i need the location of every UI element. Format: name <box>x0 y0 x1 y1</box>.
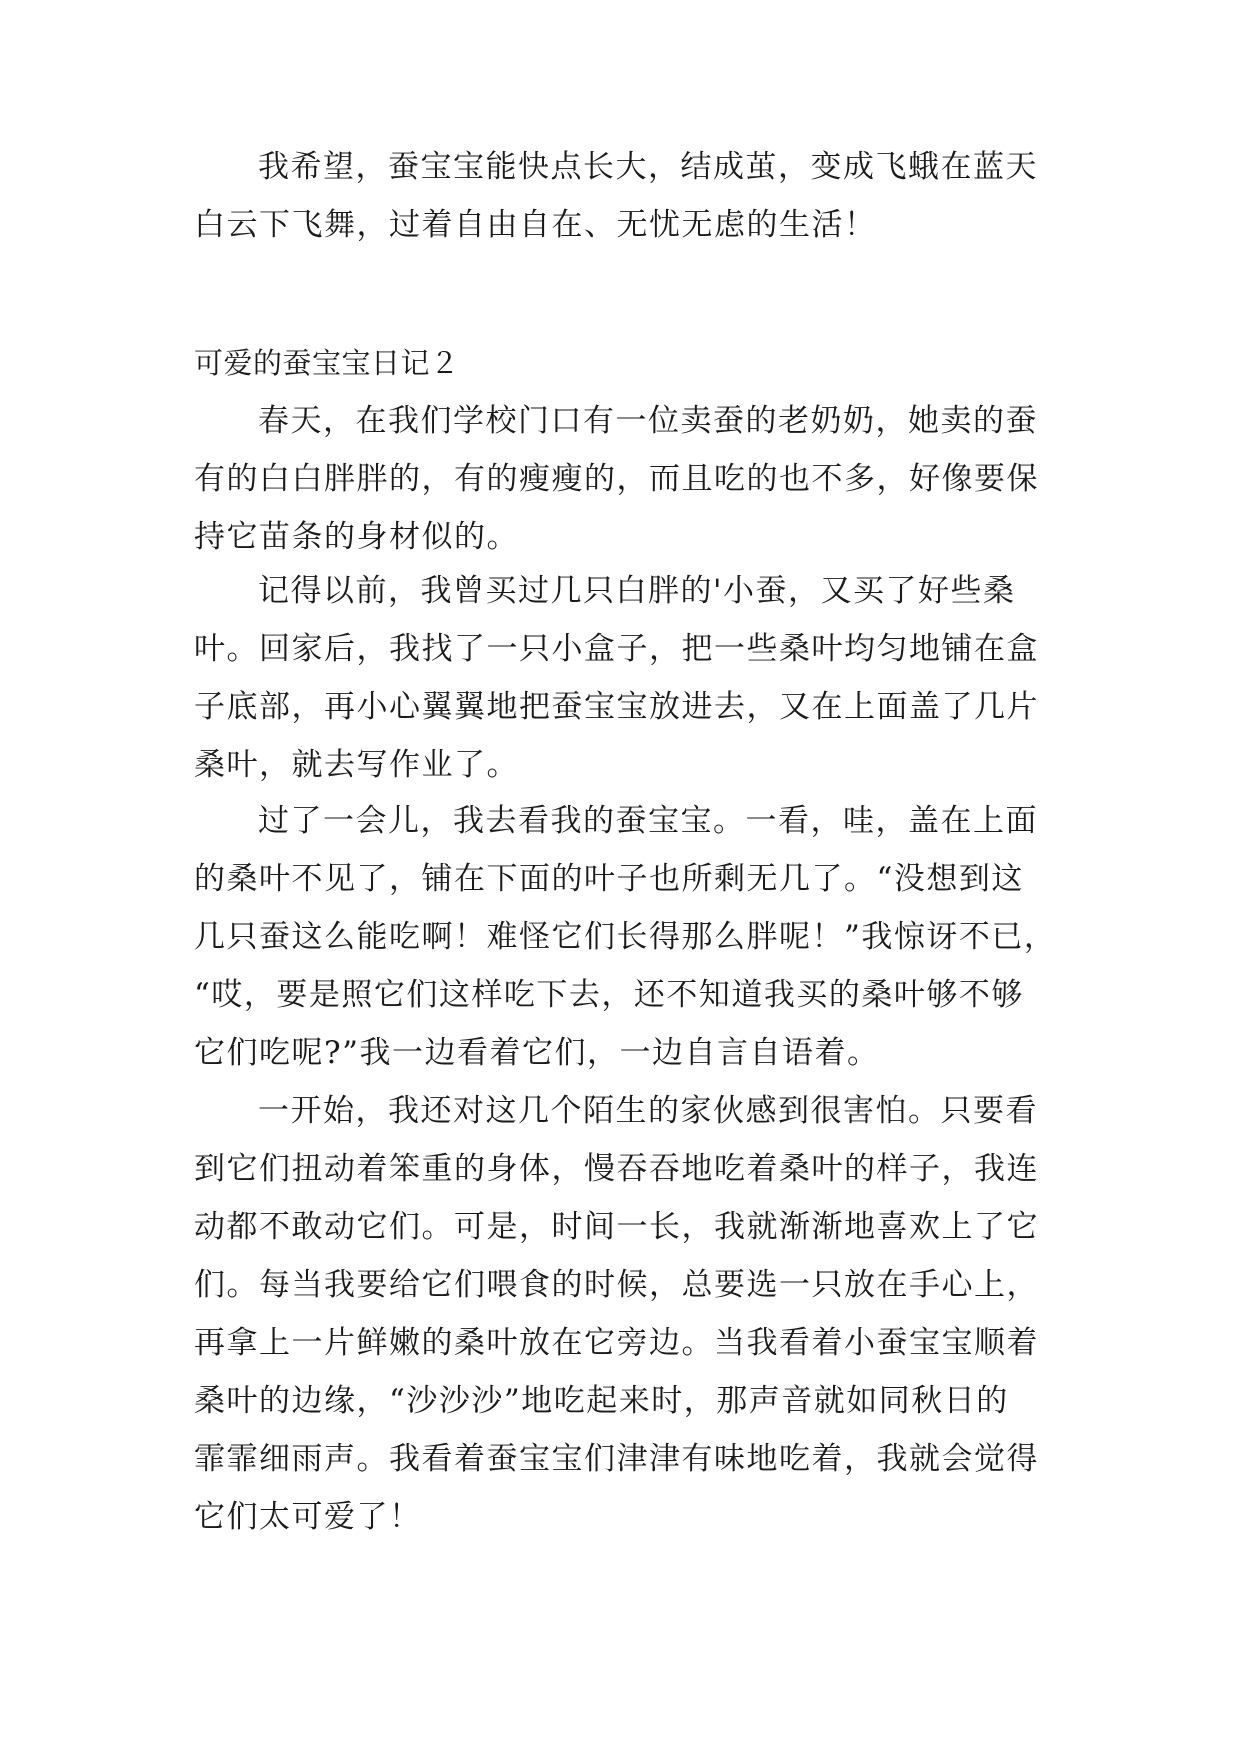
text-line: 桑叶，就去写作业了。 <box>194 747 519 783</box>
text-line: 再拿上一片鲜嫩的桑叶放在它旁边。当我看着小蚕宝宝顺着 <box>194 1325 1039 1361</box>
text-line: 我希望，蚕宝宝能快点长大，结成茧，变成飞蛾在蓝天 <box>258 149 1038 185</box>
text-line: “哎，要是照它们这样吃下去，还不知道我买的桑叶够不够 <box>194 977 1024 1013</box>
text-line: 一开始，我还对这几个陌生的家伙感到很害怕。只要看 <box>258 1093 1038 1129</box>
paragraph-hope <box>194 138 1074 254</box>
section-heading: 可爱的蚕宝宝日记２ <box>194 346 460 380</box>
text-line: 白云下飞舞，过着自由自在、无忧无虑的生活！ <box>194 207 877 243</box>
text-line: 霏霏细雨声。我看着蚕宝宝们津津有味地吃着，我就会觉得 <box>194 1441 1039 1477</box>
text-line: 们。每当我要给它们喂食的时候，总要选一只放在手心上， <box>194 1267 1039 1303</box>
paragraph-beginning <box>194 1082 1074 1546</box>
text-line: 几只蚕这么能吃啊！难怪它们长得那么胖呢！”我惊讶不已， <box>194 919 1057 955</box>
text-line: 桑叶的边缘，“沙沙沙”地吃起来时，那声音就如同秋日的 <box>194 1383 1009 1419</box>
text-line: 叶。回家后，我找了一只小盒子，把一些桑叶均匀地铺在盒 <box>194 631 1039 667</box>
text-line: 它们吃呢?”我一边看着它们，一边自言自语着。 <box>194 1035 880 1071</box>
text-line: 动都不敢动它们。可是，时间一长，我就渐渐地喜欢上了它 <box>194 1209 1039 1245</box>
text-line: 它们太可爱了！ <box>194 1499 422 1535</box>
text-line: 的桑叶不见了，铺在下面的叶子也所剩无几了。“没想到这 <box>194 861 1024 897</box>
text-line: 子底部，再小心翼翼地把蚕宝宝放进去，又在上面盖了几片 <box>194 689 1039 725</box>
text-line: 到它们扭动着笨重的身体，慢吞吞地吃着桑叶的样子，我连 <box>194 1151 1039 1187</box>
text-line: 记得以前，我曾买过几只白胖的'小蚕，又买了好些桑 <box>258 573 1016 609</box>
paragraph-spring <box>194 392 1074 566</box>
text-line: 持它苗条的身材似的。 <box>194 519 519 555</box>
text-line: 过了一会儿，我去看我的蚕宝宝。一看，哇，盖在上面 <box>258 803 1038 839</box>
text-line: 春天，在我们学校门口有一位卖蚕的老奶奶，她卖的蚕 <box>258 403 1038 439</box>
text-line: 有的白白胖胖的，有的瘦瘦的，而且吃的也不多，好像要保 <box>194 461 1039 497</box>
paragraph-memory <box>194 562 1074 794</box>
paragraph-later <box>194 792 1074 1082</box>
